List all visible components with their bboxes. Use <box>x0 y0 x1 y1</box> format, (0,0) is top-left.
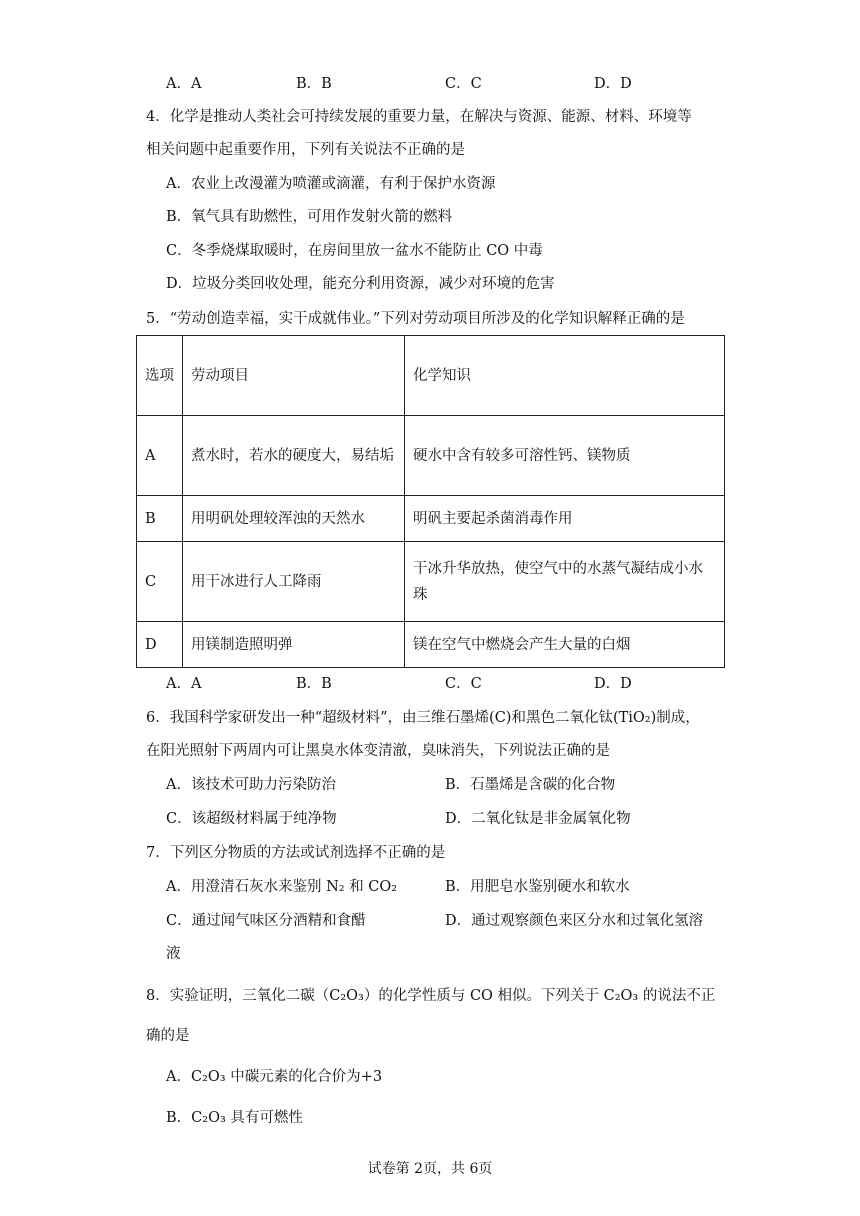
q5-row-b-knowledge: 明矾主要起杀菌消毒作用 <box>405 496 725 542</box>
q5-row-c-option: C <box>137 542 183 622</box>
q5-option-b: B．B <box>296 676 332 692</box>
table-row <box>137 496 725 542</box>
q4-stem-line2: 相关问题中起重要作用，下列有关说法不正确的是 <box>146 142 465 158</box>
q3-option-a: A．A <box>166 76 202 92</box>
table-row <box>137 416 725 496</box>
q5-table-header-row <box>137 336 725 416</box>
q5-header-knowledge: 化学知识 <box>405 336 725 416</box>
q7-option-d-wrap: 液 <box>166 946 181 962</box>
q6-option-d: D．二氧化钛是非金属氧化物 <box>445 811 631 827</box>
q3-option-c: C．C <box>445 76 482 92</box>
q3-option-b: B．B <box>296 76 332 92</box>
q5-header-task: 劳动项目 <box>183 336 405 416</box>
q4-option-c: C．冬季烧煤取暖时，在房间里放一盆水不能防止 CO 中毒 <box>166 243 543 259</box>
q5-row-a-option: A <box>137 416 183 496</box>
q5-row-b-option: B <box>137 496 183 542</box>
q5-option-c: C．C <box>445 676 482 692</box>
q6-option-c: C．该超级材料属于纯净物 <box>166 811 337 827</box>
q7-option-b: B．用肥皂水鉴别硬水和软水 <box>445 879 630 895</box>
q5-row-d-option: D <box>137 622 183 668</box>
q7-option-a: A．用澄清石灰水来鉴别 N₂ 和 CO₂ <box>166 879 398 895</box>
q5-stem: 5．“劳动创造幸福，实干成就伟业。”下列对劳动项目所涉及的化学知识解释正确的是 <box>146 311 685 327</box>
q7-option-d: D．通过观察颜色来区分水和过氧化氢溶 <box>445 913 704 929</box>
table-row <box>137 622 725 668</box>
q5-option-a: A．A <box>166 676 202 692</box>
q6-stem-line2: 在阳光照射下两周内可让黑臭水体变清澈，臭味消失，下列说法正确的是 <box>146 743 610 759</box>
q5-option-d: D．D <box>594 676 632 692</box>
q5-table <box>136 335 725 668</box>
q6-option-b: B．石墨烯是含碳的化合物 <box>445 777 616 793</box>
q8-stem-line2: 确的是 <box>146 1028 190 1044</box>
q5-row-d-knowledge: 镁在空气中燃烧会产生大量的白烟 <box>405 622 725 668</box>
q5-row-a-knowledge: 硬水中含有较多可溶性钙、镁物质 <box>405 416 725 496</box>
q5-row-a-task: 煮水时，若水的硬度大，易结垢 <box>183 416 405 496</box>
q5-row-d-task: 用镁制造照明弹 <box>183 622 405 668</box>
q8-stem-line1: 8．实验证明，三氧化二碳（C₂O₃）的化学性质与 CO 相似。下列关于 C₂O₃ 的说法不正 <box>146 988 716 1004</box>
q4-option-b: B．氧气具有助燃性，可用作发射火箭的燃料 <box>166 209 453 225</box>
q7-stem: 7．下列区分物质的方法或试剂选择不正确的是 <box>146 845 446 861</box>
q6-option-a: A．该技术可助力污染防治 <box>166 777 336 793</box>
q5-row-b-task: 用明矾处理较浑浊的天然水 <box>183 496 405 542</box>
q7-option-c: C．通过闻气味区分酒精和食醋 <box>166 913 366 929</box>
q5-header-option: 选项 <box>137 336 183 416</box>
q5-row-c-knowledge: 干冰升华放热，使空气中的水蒸气凝结成小水珠 <box>405 542 725 622</box>
q4-option-a: A．农业上改漫灌为喷灌或滴灌，有利于保护水资源 <box>166 176 496 192</box>
q4-option-d: D．垃圾分类回收处理，能充分利用资源，减少对环境的危害 <box>166 276 555 292</box>
q4-stem-line1: 4．化学是推动人类社会可持续发展的重要力量，在解决与资源、能源、材料、环境等 <box>146 109 692 125</box>
q5-row-c-task: 用干冰进行人工降雨 <box>183 542 405 622</box>
q8-option-b: B．C₂O₃ 具有可燃性 <box>166 1110 303 1126</box>
table-row <box>137 542 725 622</box>
q3-option-d: D．D <box>594 76 632 92</box>
page-footer: 试卷第 2页，共 6页 <box>367 1161 493 1177</box>
q6-stem-line1: 6．我国科学家研发出一种“超级材料”，由三维石墨烯(C)和黑色二氧化钛(TiO₂)制成， <box>146 710 700 726</box>
q8-option-a: A．C₂O₃ 中碳元素的化合价为+3 <box>166 1069 383 1085</box>
